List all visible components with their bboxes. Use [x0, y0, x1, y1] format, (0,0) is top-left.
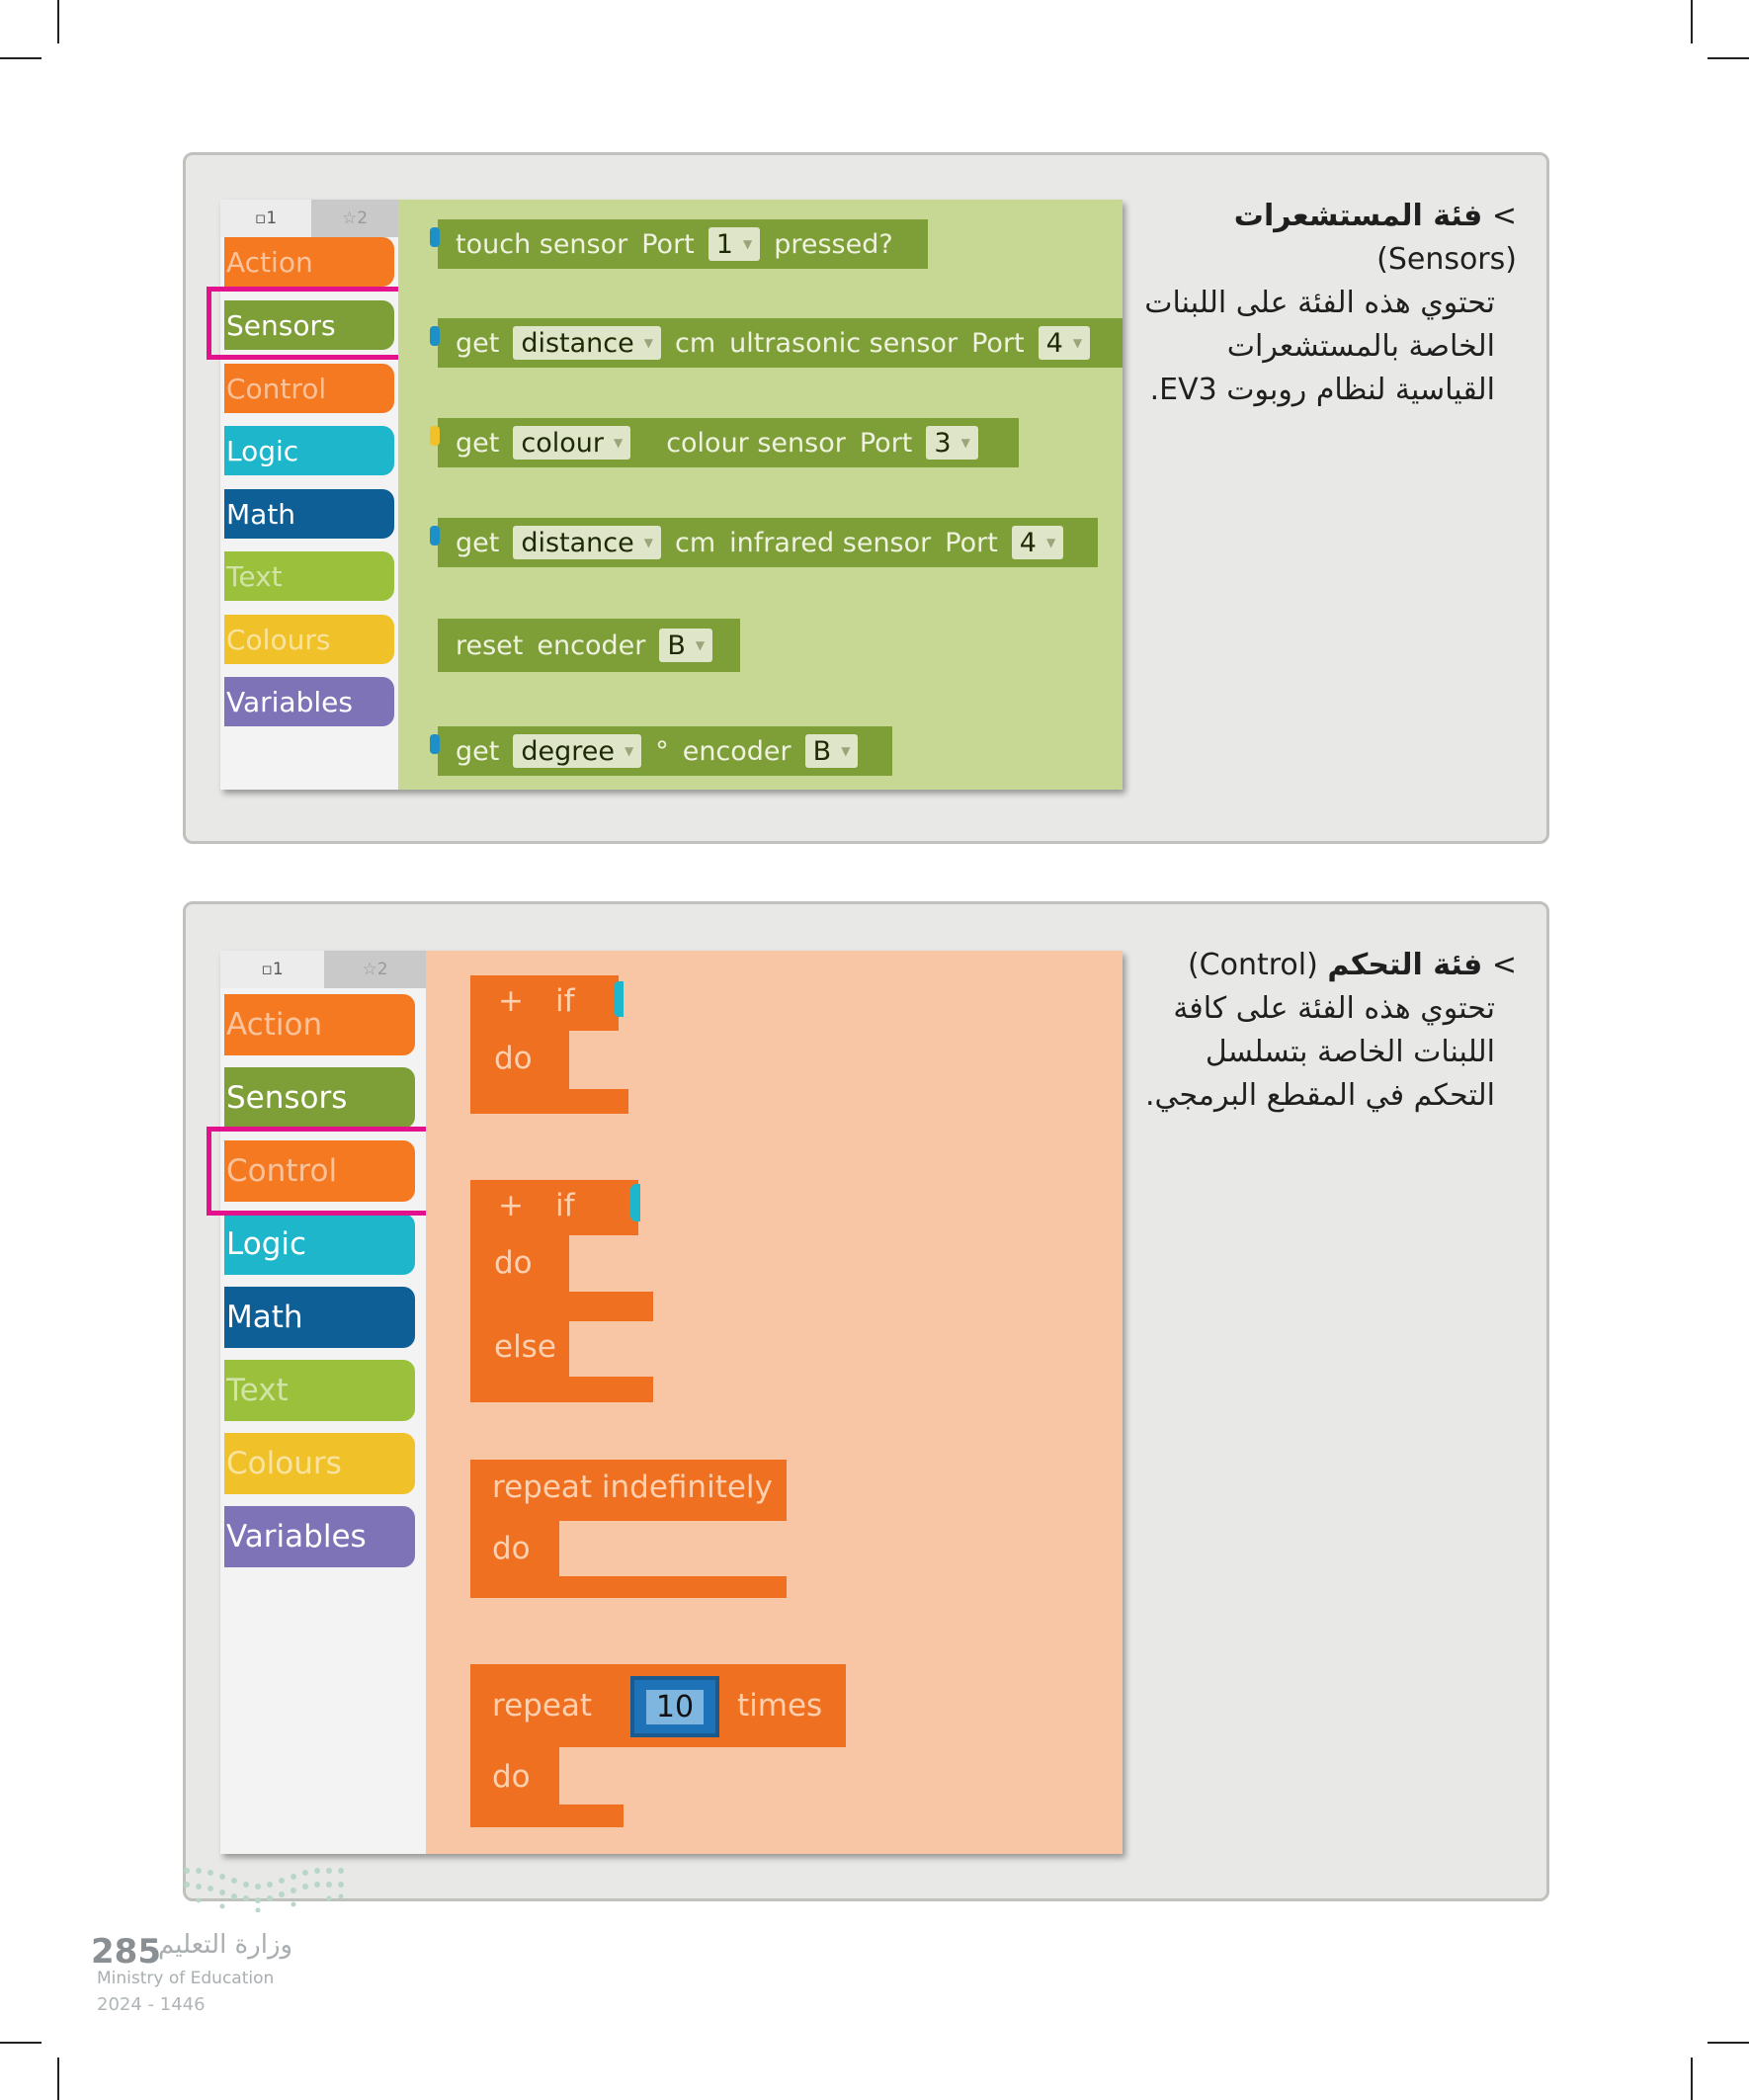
block-text: Port: [641, 228, 695, 260]
do-label: do: [492, 1531, 531, 1566]
category-sensors[interactable]: Sensors: [224, 1067, 415, 1129]
do-label: do: [494, 1041, 533, 1076]
plus-icon[interactable]: +: [498, 983, 524, 1019]
control-body: تحتوي هذه الفئة على كافة اللبنات الخاصة بتسلسل التحكم في المقطع البرمجي.: [1144, 991, 1495, 1113]
category-variables[interactable]: Variables: [224, 1506, 415, 1567]
block-text: Port: [859, 427, 913, 459]
crop-mark: [57, 0, 59, 43]
toolbox-tabs: [220, 951, 426, 988]
dropdown-value: 1: [715, 228, 733, 260]
if-else-block[interactable]: [470, 1180, 653, 1402]
crop-mark: [0, 57, 42, 59]
crop-mark: [1691, 0, 1693, 43]
block-text: cm: [675, 327, 716, 359]
dropdown-arrow-icon: ▼: [1045, 536, 1056, 549]
block-text: reset: [456, 630, 524, 661]
dropdown-arrow-icon: ▼: [695, 638, 706, 652]
category-colours[interactable]: Colours: [224, 615, 394, 664]
repeat-times-block[interactable]: [470, 1664, 846, 1827]
degree-encoder-block[interactable]: [438, 726, 892, 776]
ministry-name-en: Ministry of Education: [97, 1969, 275, 1988]
block-text: cm: [675, 527, 716, 558]
port-dropdown[interactable]: [1012, 526, 1063, 559]
do-label: do: [492, 1759, 531, 1795]
repeat-count-input[interactable]: [630, 1676, 719, 1737]
dropdown-value: 4: [1019, 527, 1037, 558]
dropdown-value: B: [667, 630, 686, 661]
dropdown-value: 4: [1045, 327, 1063, 359]
if-label: if: [555, 1188, 575, 1223]
dropdown-arrow-icon: ▼: [643, 336, 653, 350]
sensors-highlight-box: [207, 287, 409, 360]
dropdown-arrow-icon: ▼: [643, 536, 653, 549]
sensors-workspace: [398, 200, 1123, 790]
measure-dropdown[interactable]: [513, 734, 641, 768]
do-label: do: [494, 1245, 533, 1281]
control-title-en: (Control): [1187, 948, 1318, 982]
control-heading: [1122, 944, 1517, 987]
colour-sensor-block[interactable]: [438, 418, 1019, 467]
ultrasonic-sensor-block[interactable]: [438, 318, 1123, 368]
repeat-indefinitely-block[interactable]: [470, 1460, 787, 1598]
category-math[interactable]: Math: [224, 489, 394, 539]
encoder-dropdown[interactable]: [659, 629, 712, 662]
measure-dropdown[interactable]: [513, 526, 661, 559]
repeat-label: repeat: [492, 1688, 593, 1723]
dropdown-arrow-icon: ▼: [742, 237, 753, 251]
repeat-count-value: 10: [646, 1690, 704, 1724]
block-text: °: [655, 735, 669, 767]
block-text: colour sensor: [666, 427, 846, 459]
category-action[interactable]: Action: [224, 994, 415, 1055]
page-number: 285: [91, 1932, 161, 1972]
touch-sensor-block[interactable]: [438, 219, 928, 269]
block-text: encoder: [537, 630, 646, 661]
else-label: else: [494, 1329, 556, 1365]
block-text: Port: [945, 527, 998, 558]
category-math[interactable]: Math: [224, 1287, 415, 1348]
crop-mark: [57, 2058, 59, 2100]
colour-mode-dropdown[interactable]: [513, 426, 630, 460]
sensors-title-en: (Sensors): [1376, 242, 1517, 277]
dropdown-arrow-icon: ▼: [1072, 336, 1083, 350]
repeat-indefinitely-label: repeat indefinitely: [492, 1470, 773, 1505]
if-label: if: [555, 983, 575, 1019]
reset-encoder-block[interactable]: [438, 619, 740, 672]
block-text: Port: [971, 327, 1025, 359]
category-logic[interactable]: Logic: [224, 426, 394, 475]
dropdown-arrow-icon: ▼: [613, 436, 624, 450]
category-control[interactable]: Control: [224, 1140, 415, 1202]
category-logic[interactable]: Logic: [224, 1214, 415, 1275]
dropdown-arrow-icon: ▼: [841, 744, 851, 758]
block-text: get: [456, 527, 500, 558]
sensors-panel: [183, 152, 1549, 844]
dropdown-value: distance: [521, 327, 634, 359]
category-colours[interactable]: Colours: [224, 1433, 415, 1494]
encoder-dropdown[interactable]: [805, 734, 859, 768]
infrared-sensor-block[interactable]: [438, 518, 1098, 567]
control-highlight-box: [207, 1127, 431, 1216]
plus-icon[interactable]: +: [498, 1188, 524, 1223]
block-text: infrared sensor: [729, 527, 932, 558]
category-variables[interactable]: Variables: [224, 677, 394, 726]
sensors-body: تحتوي هذه الفئة على اللبنات الخاصة بالمستشعرات القياسية لنظام روبوت EV3.: [1144, 286, 1495, 407]
category-sensors[interactable]: Sensors: [224, 300, 394, 350]
port-dropdown[interactable]: [1039, 326, 1090, 360]
category-text[interactable]: Text: [224, 551, 394, 601]
crop-mark: [1707, 57, 1749, 59]
times-label: times: [737, 1688, 823, 1723]
category-control[interactable]: Control: [224, 364, 394, 413]
tab-2[interactable]: ☆2: [311, 200, 398, 237]
control-description: [1122, 944, 1517, 1118]
port-dropdown[interactable]: [926, 426, 977, 460]
block-text: ultrasonic sensor: [729, 327, 958, 359]
control-screenshot: [220, 951, 1123, 1854]
block-text: encoder: [682, 735, 791, 767]
toolbox-tabs: [220, 200, 398, 237]
measure-dropdown[interactable]: [513, 326, 661, 360]
sensors-description: [1122, 195, 1517, 412]
block-text: get: [456, 427, 500, 459]
block-text: get: [456, 327, 500, 359]
crop-mark: [1691, 2058, 1693, 2100]
sensors-screenshot: [220, 200, 1123, 790]
sensors-heading: [1122, 195, 1517, 282]
dropdown-value: distance: [521, 527, 634, 558]
tab-2[interactable]: ☆2: [324, 951, 426, 988]
if-do-block[interactable]: [470, 975, 628, 1114]
edition-year: 2024 - 1446: [97, 1994, 206, 2015]
bullet-marker: >: [1491, 199, 1517, 233]
dropdown-value: degree: [521, 735, 615, 767]
control-workspace: [426, 951, 1123, 1854]
crop-mark: [0, 2042, 42, 2044]
dropdown-arrow-icon: ▼: [624, 744, 634, 758]
block-text: get: [456, 735, 500, 767]
dropdown-value: 3: [934, 427, 952, 459]
dropdown-arrow-icon: ▼: [960, 436, 970, 450]
dropdown-value: colour: [521, 427, 604, 459]
ministry-logo-dots: [181, 1863, 349, 1912]
control-panel: [183, 901, 1549, 1901]
crop-mark: [1707, 2042, 1749, 2044]
block-text: pressed?: [774, 228, 893, 260]
tab-1[interactable]: ▫1: [220, 951, 324, 988]
port-dropdown[interactable]: [708, 227, 760, 261]
sensors-title: فئة المستشعرات: [1233, 199, 1483, 233]
category-text[interactable]: Text: [224, 1360, 415, 1421]
control-title: فئة التحكم: [1327, 948, 1483, 982]
category-action[interactable]: Action: [224, 237, 394, 287]
tab-1[interactable]: ▫1: [220, 200, 311, 237]
bullet-marker: >: [1491, 948, 1517, 982]
block-text: touch sensor: [456, 228, 628, 260]
dropdown-value: B: [812, 735, 832, 767]
ministry-name-ar: وزارة التعليم: [158, 1930, 293, 1960]
